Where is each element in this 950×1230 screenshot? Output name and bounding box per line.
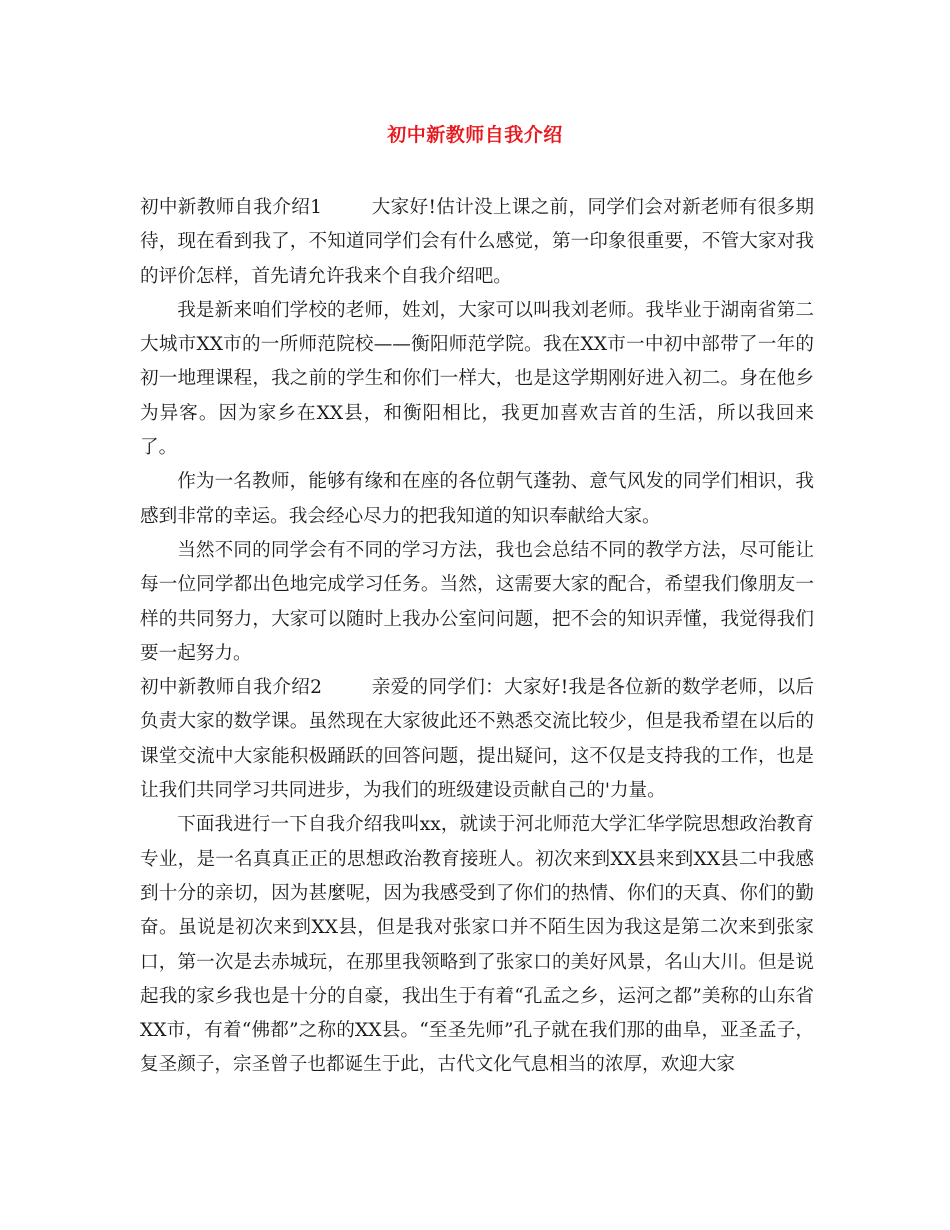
section-1-paragraph: 作为一名教师，能够有缘和在座的各位朝气蓬勃、意气风发的同学们相识，我感到非常的幸运。我会经心尽力的把我知道的知识奉献给大家。 <box>140 471 814 527</box>
document-body <box>140 191 814 1083</box>
section-1-heading: 初中新教师自我介绍1 <box>140 197 322 218</box>
section-2-intro-paragraph <box>140 671 814 808</box>
section-2-lead-text: 亲爱的同学们：大家好!我是各位新的数学老师，以后负责大家的数学课。虽然现在大家彼此还不熟悉交流比较少，但是我希望在以后的课堂交流中大家能积极踊跃的回答问题，提出疑问，这不仅是支持我的工作，也是让我们共同学习共同进步，为我们的班级建设贡献自己的'力量。 <box>140 677 814 802</box>
section-2-heading: 初中新教师自我介绍2 <box>140 677 322 699</box>
document-title: 初中新教师自我介绍 <box>387 124 563 146</box>
section-1-paragraph: 当然不同的同学会有不同的学习方法，我也会总结不同的教学方法，尽可能让每一位同学都出色地完成学习任务。当然，这需要大家的配合，希望我们像朋友一样的共同努力，大家可以随时上我办公室问问题，把不会的知识弄懂，我觉得我们要一起努力。 <box>140 539 814 664</box>
section-1-intro-paragraph <box>140 191 814 294</box>
section-1-paragraph: 我是新来咱们学校的老师，姓刘，大家可以叫我刘老师。我毕业于湖南省第二大城市XX市的一所师范院校——衡阳师范学院。我在XX市一中初中部带了一年的初一地理课程，我之前的学生和你们一样大，也是这学期刚好进入初二。身在他乡为异客。因为家乡在XX县，和衡阳相比，我更加喜欢吉首的生活，所以我回来了。 <box>140 299 814 459</box>
section-2-paragraph: 下面我进行一下自我介绍我叫xx，就读于河北师范大学汇华学院思想政治教育专业，是一名真真正正的思想政治教育接班人。初次来到XX县来到XX县二中我感到十分的亲切，因为甚麼呢，因为我感受到了你们的热情、你们的天真、你们的勤奋。虽说是初次来到XX县，但是我对张家口并不陌生因为我这是第二次来到张家口，第一次是去赤城玩，在那里我领略到了张家口的美好风景，名山大川。但是说起我的家乡我也是十分的自豪，我出生于有着“孔孟之乡，运河之都”美称的山东省XX市，有着“佛都”之称的XX县。“至圣先师”孔子就在我们那的曲阜，亚圣孟子，复圣颜子，宗圣曾子也都诞生于此，古代文化气息相当的浓厚，欢迎大家 <box>140 814 814 1076</box>
section-1-lead-text: 大家好!估计没上课之前，同学们会对新老师有很多期待，现在看到我了，不知道同学们会有什么感觉，第一印象很重要，不管大家对我的评价怎样，首先请允许我来个自我介绍吧。 <box>140 197 814 287</box>
